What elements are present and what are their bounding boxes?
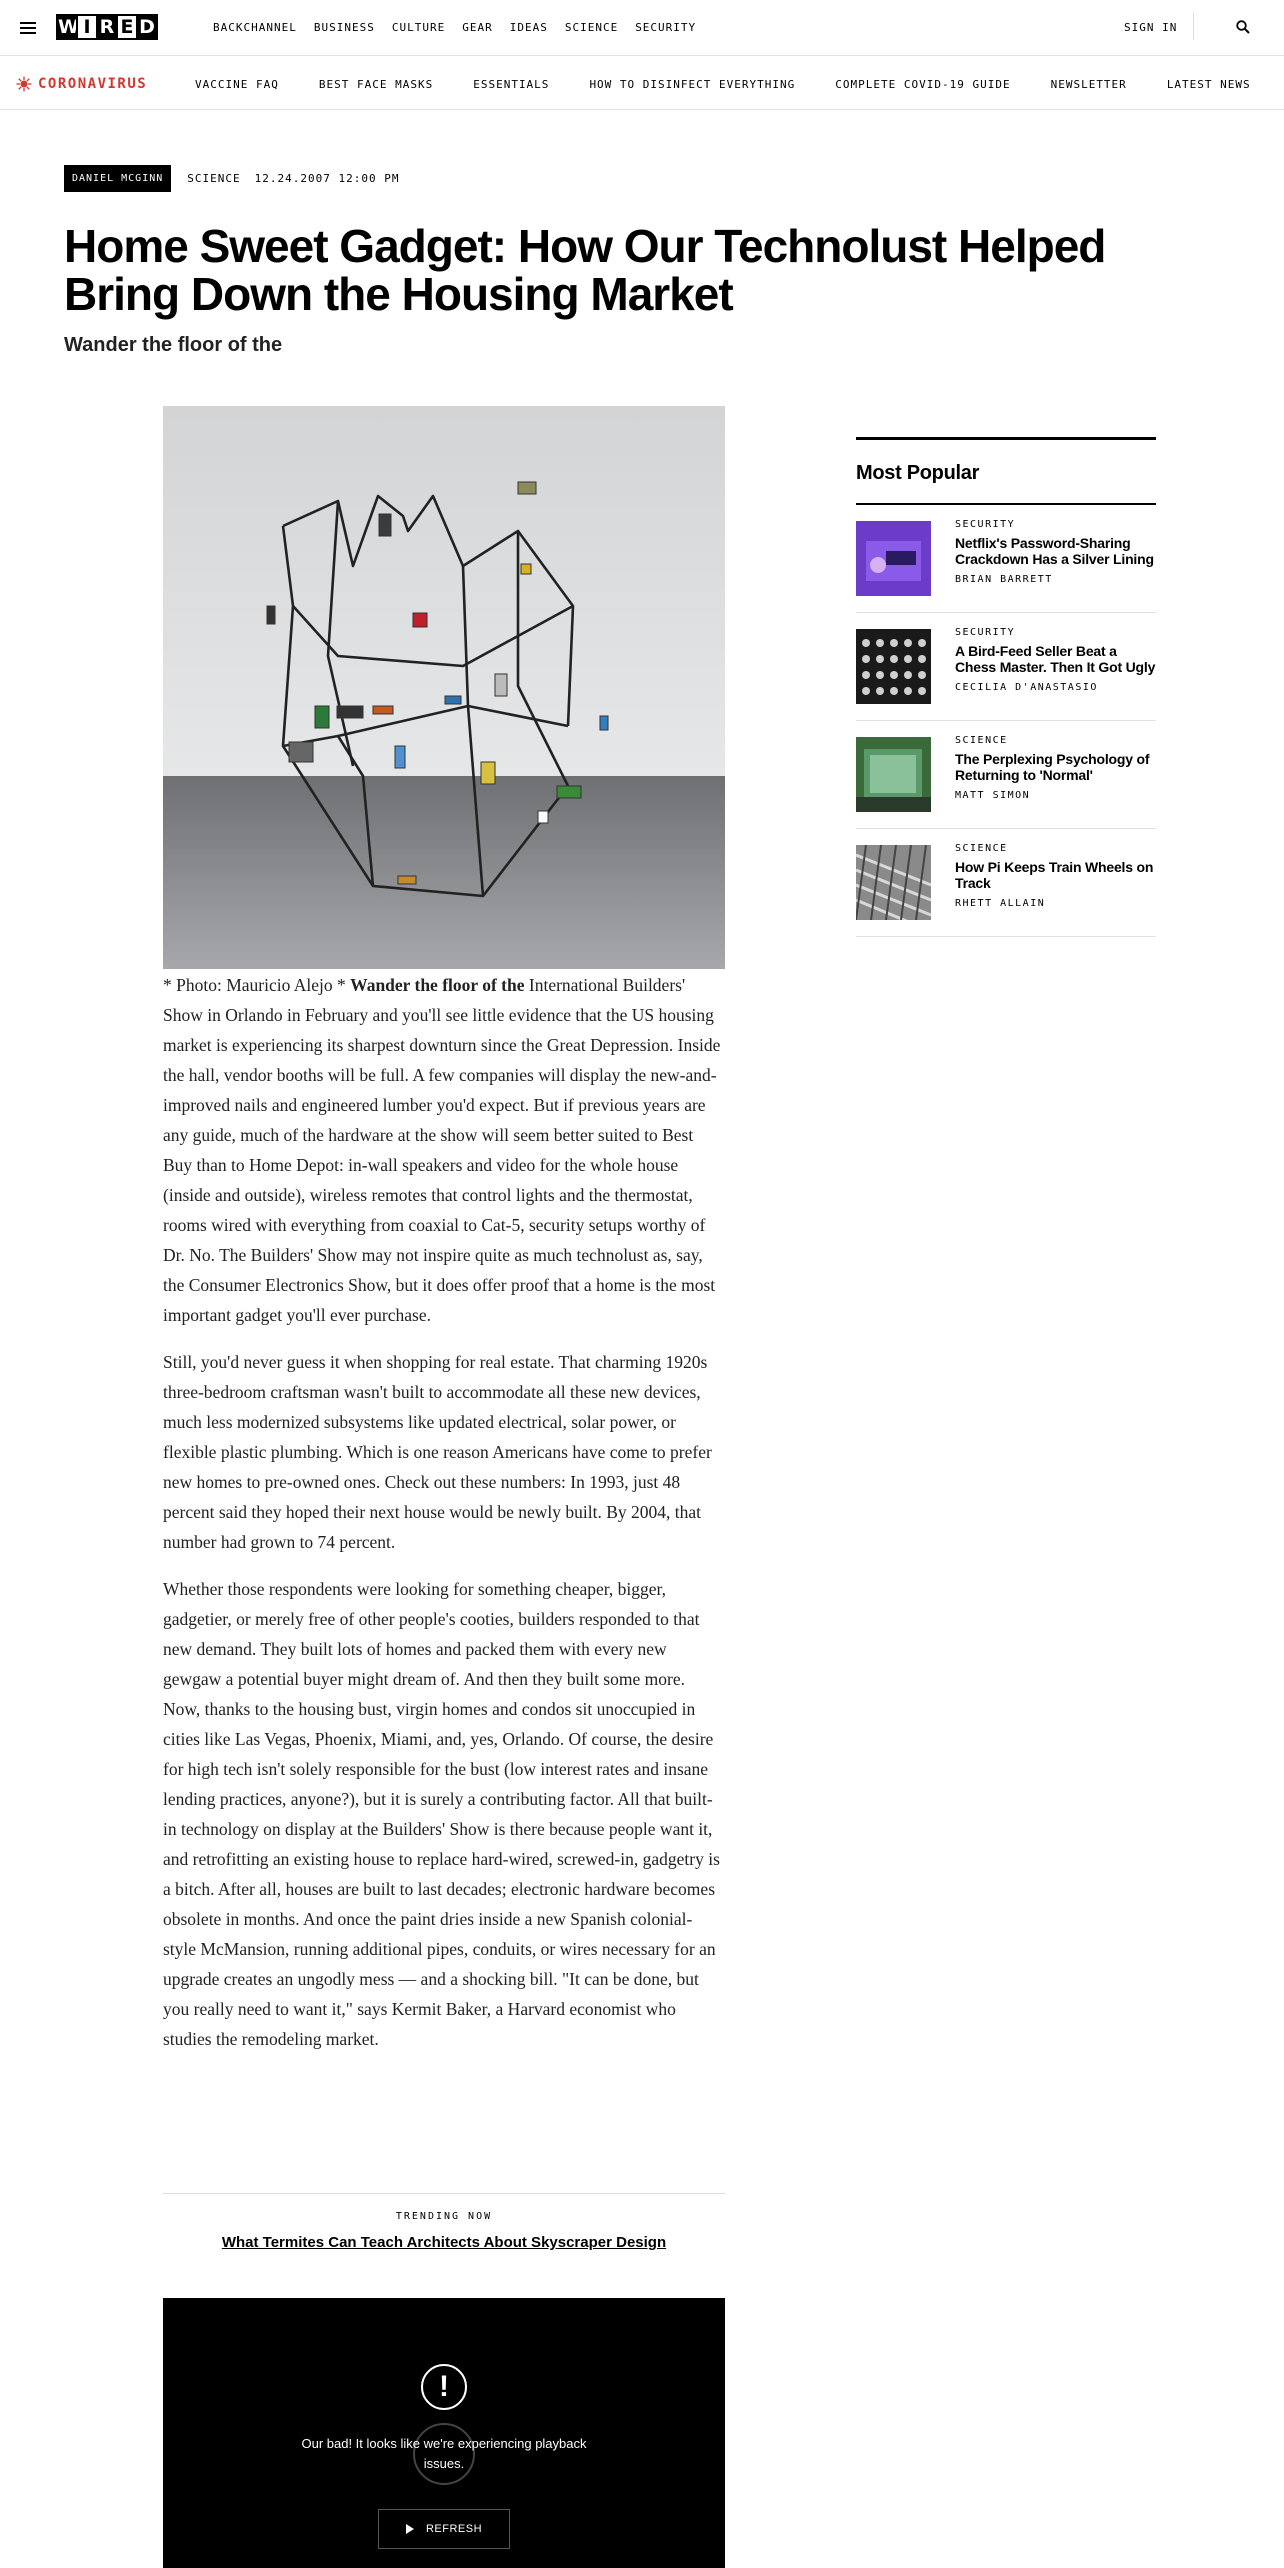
article-meta (187, 172, 399, 185)
item-headline[interactable]: Netflix's Password-Sharing Crackdown Has a Silver Lining (955, 535, 1154, 567)
byline-bar (64, 165, 399, 192)
subnav-newsletter[interactable]: NEWSLETTER (1050, 78, 1127, 91)
coronavirus-label: CORONAVIRUS (38, 76, 148, 92)
publish-date: 12.24.2007 12:00 PM (254, 172, 400, 185)
refresh-label: REFRESH (425, 2523, 483, 2535)
subnav-essentials[interactable]: ESSENTIALS (473, 78, 550, 91)
section-link[interactable]: SCIENCE (187, 172, 241, 185)
article-title: Home Sweet Gadget: How Our Technolust Helped Bring Down the Housing Market (64, 220, 1106, 320)
virus-icon (16, 76, 32, 92)
logo-letter: W (58, 16, 79, 38)
thumbnail-image (856, 845, 931, 920)
item-author: BRIAN BARRETT (955, 574, 1053, 585)
divider (1193, 12, 1194, 40)
author-badge[interactable]: DANIEL MCGINN (64, 165, 171, 192)
nav-science[interactable]: SCIENCE (564, 21, 619, 34)
menu-icon[interactable] (20, 22, 36, 34)
item-headline[interactable]: A Bird-Feed Seller Beat a Chess Master. Then It Got Ugly (955, 643, 1156, 675)
logo-letter: D (136, 14, 158, 40)
refresh-button[interactable] (378, 2509, 510, 2549)
video-player[interactable] (163, 2298, 725, 2568)
nav-ideas[interactable]: IDEAS (509, 21, 548, 34)
trending-now (163, 2193, 725, 2251)
trending-link[interactable]: What Termites Can Teach Architects About Skyscraper Design (221, 2234, 667, 2251)
item-author: CECILIA D'ANASTASIO (955, 682, 1098, 693)
wired-logo[interactable] (56, 14, 156, 40)
item-category: SCIENCE (955, 735, 1008, 746)
most-popular-sidebar (856, 437, 1156, 937)
nav-gear[interactable]: GEAR (462, 21, 493, 34)
hero-image (163, 406, 725, 969)
item-headline[interactable]: The Perplexing Psychology of Returning to 'Normal' (955, 751, 1150, 783)
subnav-latest-news[interactable]: LATEST NEWS (1166, 78, 1251, 91)
coronavirus-subnav-items (195, 78, 1251, 91)
trending-label: TRENDING NOW (395, 2211, 493, 2222)
logo-letter: I (76, 14, 98, 40)
item-author: MATT SIMON (955, 790, 1031, 801)
item-category: SECURITY (955, 519, 1016, 530)
paragraph: Still, you'd never guess it when shopping for real estate. That charming 1920s three-bedroom craftsman wasn't built to accommodate all these new devices, much less modernized subsystems like updated electrical, solar power, or flexible plastic plumbing. Which is one reason Americans have come to prefer new homes to pre-owned ones. Check out these numbers: In 1993, just 48 percent said they hoped their next house would be newly built. By 2004, that number had grown to 74 percent. (163, 1352, 712, 1552)
article-dek: Wander the floor of the (64, 334, 283, 356)
item-headline[interactable]: How Pi Keeps Train Wheels on Track (955, 859, 1154, 891)
playback-error-message: Our bad! It looks like we're experiencing playback issues. (301, 2436, 587, 2471)
top-nav (0, 0, 1284, 56)
sidebar-title: Most Popular (856, 440, 1156, 505)
coronavirus-link[interactable] (16, 76, 147, 92)
nav-security[interactable]: SECURITY (635, 21, 697, 34)
sign-in-link[interactable]: SIGN IN (1124, 21, 1178, 34)
popular-item[interactable] (856, 505, 1156, 613)
paragraph: Whether those respondents were looking for something cheaper, bigger, gadgetier, or merely free of other people's cooties, builders responded to that new demand. They built lots of homes and packed them with every new gewgaw a potential buyer might dream of. And then they built some more. Now, thanks to the housing bust, virgin homes and condos sit unoccupied in cities like Las Vegas, Phoenix, Miami, and, yes, Orlando. Of course, the desire for high tech isn't solely responsible for the bust (low interest rates and insane lending practices, anyone?), but it is surely a contributing factor. All that built-in technology on display at the Builders' Show is there because people want it, and retrofitting an existing house to replace hard-wired, screwed-in, gadgetry is a bitch. After all, houses are built to last decades; electronic hardware becomes obsolete in months. And once the paint dries inside a new Spanish colonial-style McMansion, running additional pipes, conduits, or wires necessary for an upgrade creates an ungodly mess — and a shocking bill. "It can be done, but you really need to want it," says Kermit Baker, a Harvard economist who studies the remodeling market. (163, 1579, 720, 2049)
subnav-best-face-masks[interactable]: BEST FACE MASKS (318, 78, 434, 91)
subnav-covid-guide[interactable]: COMPLETE COVID-19 GUIDE (835, 78, 1011, 91)
popular-item[interactable] (856, 613, 1156, 721)
nav-culture[interactable]: CULTURE (391, 21, 446, 34)
item-category: SECURITY (955, 627, 1016, 638)
popular-item[interactable] (856, 829, 1156, 937)
paragraph (163, 970, 725, 1330)
paragraph-text: International Builders' Show in Orlando in February and you'll see little evidence that the US housing market is experiencing its sharpest downturn since the Great Depression. Inside the hall, vendor booths will be full. A few companies will display the new-and-improved nails and engineered lumber you'd expect. But if previous years are any guide, much of the hardware at the show will seem better suited to Best Buy than to Home Depot: in-wall speakers and video for the whole house (inside and outside), wireless remotes that control lights and the thermostat, rooms wired with everything from coaxial to Cat-5, security setups worthy of Dr. No. The Builders' Show may not inspire quite as much technolust as, say, the Consumer Electronics Show, but it does offer proof that a home is the most important gadget you'll ever purchase. (163, 975, 721, 1325)
lead-in: Wander the floor of the (350, 975, 525, 995)
popular-item[interactable] (856, 721, 1156, 829)
play-icon (406, 2524, 414, 2534)
alert-icon: ! (421, 2364, 467, 2410)
item-author: RHETT ALLAIN (955, 898, 1046, 909)
photo-credit: * Photo: Mauricio Alejo * (163, 975, 351, 995)
search-icon[interactable] (1236, 20, 1250, 34)
subnav-vaccine-faq[interactable]: VACCINE FAQ (195, 78, 279, 91)
item-category: SCIENCE (955, 843, 1008, 854)
coronavirus-nav (0, 57, 1284, 110)
subnav-disinfect[interactable]: HOW TO DISINFECT EVERYTHING (589, 78, 796, 91)
main-nav (213, 21, 696, 34)
logo-letter: E (116, 14, 138, 40)
nav-business[interactable]: BUSINESS (313, 21, 375, 34)
thumbnail-image (856, 737, 931, 812)
thumbnail-image (856, 521, 931, 596)
article-body (163, 970, 725, 2071)
logo-letter: R (96, 14, 118, 40)
nav-backchannel[interactable]: BACKCHANNEL (213, 21, 297, 34)
thumbnail-image (856, 629, 931, 704)
